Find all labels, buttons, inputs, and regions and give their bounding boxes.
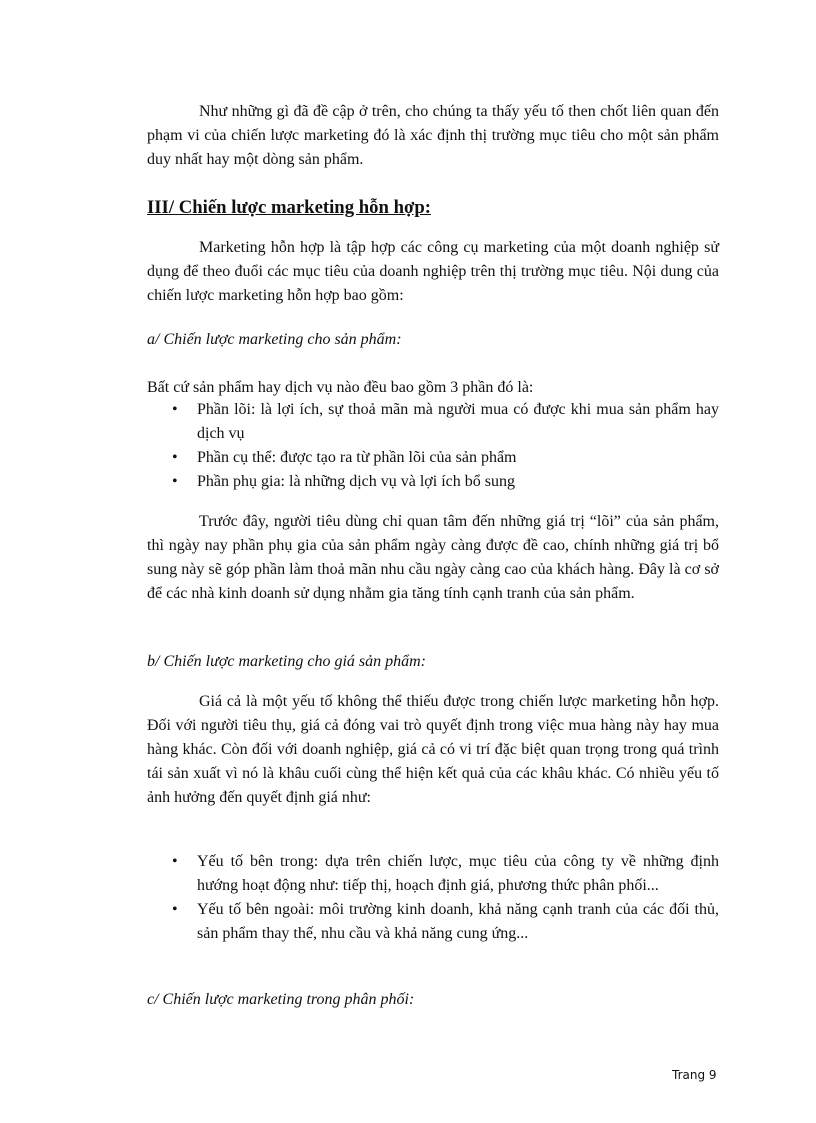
bullet-icon: • [172, 449, 178, 466]
intro-paragraph: Như những gì đã đề cập ở trên, cho chúng ta thấy yếu tố then chốt liên quan đến phạm vi của chiến lược marketing đó là xác định thị trường mục tiêu cho một sản phẩm duy nhất hay một dòng sản phẩm. [147, 103, 719, 168]
price-paragraph: Giá cả là một yếu tố không thể thiếu được trong chiến lược marketing hỗn hợp. Đối với người tiêu thụ, giá cả đóng vai trò quyết định trong việc mua hàng này hay mua hàng khác. Còn đối với doanh nghiệp, giá cả có vi trí đặc biệt quan trọng trong quá trình tái sản xuất vì nó là khâu cuối cùng thể hiện kết quả của các khâu khác. Có nhiều yếu tố ảnh hưởng đến quyết định giá như: [147, 693, 719, 806]
list-item: • Phần cụ thể: được tạo ra từ phần lõi của sản phẩm [147, 446, 719, 470]
subheading-price: b/ Chiến lược marketing cho giá sản phẩm: [147, 653, 427, 670]
list-item: • Yếu tố bên trong: dựa trên chiến lược, mục tiêu của công ty về những định hướng hoạt động như: tiếp thị, hoạch định giá, phương thức phân phối... [147, 850, 719, 898]
bullet-icon: • [172, 853, 178, 870]
document-page [147, 0, 719, 1123]
bullet-icon: • [172, 901, 178, 918]
bullet-icon: • [172, 473, 178, 490]
product-lead-paragraph: Bất cứ sản phẩm hay dịch vụ nào đều bao gồm 3 phần đó là: [147, 379, 534, 396]
list-item: • Phần phụ gia: là những dịch vụ và lợi ích bổ sung [147, 470, 719, 494]
product-parts-list [147, 398, 719, 494]
section-heading: III/ Chiến lược marketing hỗn hợp: [147, 197, 431, 218]
bullet-icon: • [172, 401, 178, 418]
marketing-mix-paragraph: Marketing hỗn hợp là tập hợp các công cụ marketing của một doanh nghiệp sử dụng để theo đuổi các mục tiêu của doanh nghiệp trên thị trường mục tiêu. Nội dung của chiến lược marketing hỗn hợp bao gồm: [147, 239, 719, 304]
product-value-paragraph: Trước đây, người tiêu dùng chỉ quan tâm đến những giá trị “lõi” của sản phẩm, thì ngày nay phần phụ gia của sản phẩm ngày càng được đề cao, chính những giá trị bổ sung này sẽ góp phần làm thoả mãn nhu cầu ngày càng cao của khách hàng. Đây là cơ sở để các nhà kinh doanh sử dụng nhằm gia tăng tính cạnh tranh của sản phẩm. [147, 513, 719, 602]
page-number: Trang 9 [672, 1068, 717, 1082]
list-item: • Phần lõi: là lợi ích, sự thoả mãn mà người mua có được khi mua sản phẩm hay dịch vụ [147, 398, 719, 446]
list-item: • Yếu tố bên ngoài: môi trường kinh doanh, khả năng cạnh tranh của các đối thủ, sản phẩm thay thế, nhu cầu và khả năng cung ứng... [147, 898, 719, 946]
price-factors-list [147, 850, 719, 946]
subheading-distribution: c/ Chiến lược marketing trong phân phối: [147, 991, 415, 1008]
subheading-product: a/ Chiến lược marketing cho sản phẩm: [147, 331, 402, 348]
